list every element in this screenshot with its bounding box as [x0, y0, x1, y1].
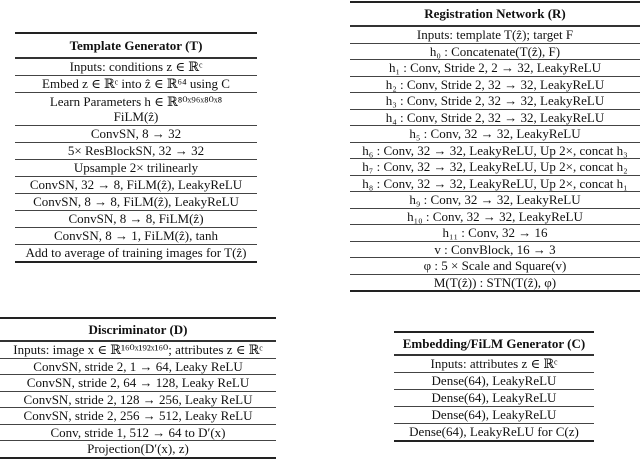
table-row: Dense(64), LeakyReLU — [394, 407, 594, 424]
table-row: ConvSN, stride 2, 128 → 256, Leaky ReLU — [0, 392, 276, 409]
table-row: ConvSN, 8 → 1, FiLM(ẑ), tanh — [15, 228, 257, 245]
embedding-film-generator-table — [394, 331, 594, 442]
table-row: v : ConvBlock, 16 → 3 — [350, 242, 640, 259]
table-row: h₇ : Conv, 32 → 32, LeakyReLU, Up 2×, concat h₂ — [350, 159, 640, 176]
table-row: ConvSN, 8 → 32 — [15, 126, 257, 143]
table-title: Embedding/FiLM Generator (C) — [394, 333, 594, 356]
table-title: Registration Network (R) — [350, 3, 640, 27]
table-row: ConvSN, 8 → 8, FiLM(ẑ) — [15, 211, 257, 228]
discriminator-table — [0, 317, 276, 459]
table-row: h₅ : Conv, 32 → 32, LeakyReLU — [350, 126, 640, 143]
table-body — [350, 27, 640, 290]
table-row: Inputs: conditions z ∈ ℝᶜ — [15, 59, 257, 76]
table-row: φ : 5 × Scale and Square(v) — [350, 258, 640, 275]
table-row: ConvSN, stride 2, 1 → 64, Leaky ReLU — [0, 359, 276, 376]
table-row: ConvSN, stride 2, 64 → 128, Leaky ReLU — [0, 375, 276, 392]
table-body — [394, 356, 594, 440]
table-row: Inputs: image x ∈ ℝ¹⁶⁰ˣ¹⁹²ˣ¹⁶⁰; attributes z ∈ ℝᶜ — [0, 342, 276, 359]
registration-network-table — [350, 1, 640, 292]
table-row: Dense(64), LeakyReLU — [394, 373, 594, 390]
table-row: ConvSN, stride 2, 256 → 512, Leaky ReLU — [0, 408, 276, 425]
table-body — [0, 342, 276, 457]
table-row: 5× ResBlockSN, 32 → 32 — [15, 143, 257, 160]
table-row: h₉ : Conv, 32 → 32, LeakyReLU — [350, 192, 640, 209]
table-title: Discriminator (D) — [0, 319, 276, 342]
table-row: h₃ : Conv, Stride 2, 32 → 32, LeakyReLU — [350, 93, 640, 110]
table-row: ConvSN, 32 → 8, FiLM(ẑ), LeakyReLU — [15, 177, 257, 194]
table-row: Inputs: template T(ẑ); target F — [350, 27, 640, 44]
table-row: M(T(ẑ)) : STN(T(ẑ), φ) — [433, 274, 557, 290]
row-line: Learn Parameters h ∈ ℝ⁸⁰ˣ⁹⁶ˣ⁸⁰ˣ⁸ — [49, 94, 223, 109]
table-row: h₆ : Conv, 32 → 32, LeakyReLU, Up 2×, concat h₃ — [350, 143, 640, 160]
table-row: h₁ : Conv, Stride 2, 2 → 32, LeakyReLU — [350, 60, 640, 77]
table-row: h₀ : Concatenate(T(ẑ), F) — [350, 44, 640, 61]
table-title: Template Generator (T) — [15, 34, 257, 59]
table-row: Projection(D′(x), z) — [87, 441, 189, 456]
table-row: h₄ : Conv, Stride 2, 32 → 32, LeakyReLU — [350, 110, 640, 127]
template-generator-table — [15, 32, 257, 263]
table-row: ConvSN, 8 → 8, FiLM(ẑ), LeakyReLU — [15, 194, 257, 211]
table-row: Conv, stride 1, 512 → 64 to D′(x) — [0, 425, 276, 442]
table-row — [15, 93, 257, 126]
table-row: h₂ : Conv, Stride 2, 32 → 32, LeakyReLU — [350, 77, 640, 94]
table-row: Upsample 2× trilinearly — [15, 160, 257, 177]
table-row: Dense(64), LeakyReLU for C(z) — [409, 424, 579, 439]
table-row: h₁₁ : Conv, 32 → 16 — [350, 225, 640, 242]
row-line: FiLM(ẑ) — [113, 109, 159, 124]
table-row: Dense(64), LeakyReLU — [394, 390, 594, 407]
table-row: h₁₀ : Conv, 32 → 32, LeakyReLU — [350, 209, 640, 226]
table-row: Add to average of training images for T(ẑ) — [25, 245, 247, 260]
table-row: Embed z ∈ ℝᶜ into ẑ ∈ ℝ⁶⁴ using C — [15, 76, 257, 93]
table-row: Inputs: attributes z ∈ ℝᶜ — [394, 356, 594, 373]
table-row: h₈ : Conv, 32 → 32, LeakyReLU, Up 2×, concat h₁ — [350, 176, 640, 193]
